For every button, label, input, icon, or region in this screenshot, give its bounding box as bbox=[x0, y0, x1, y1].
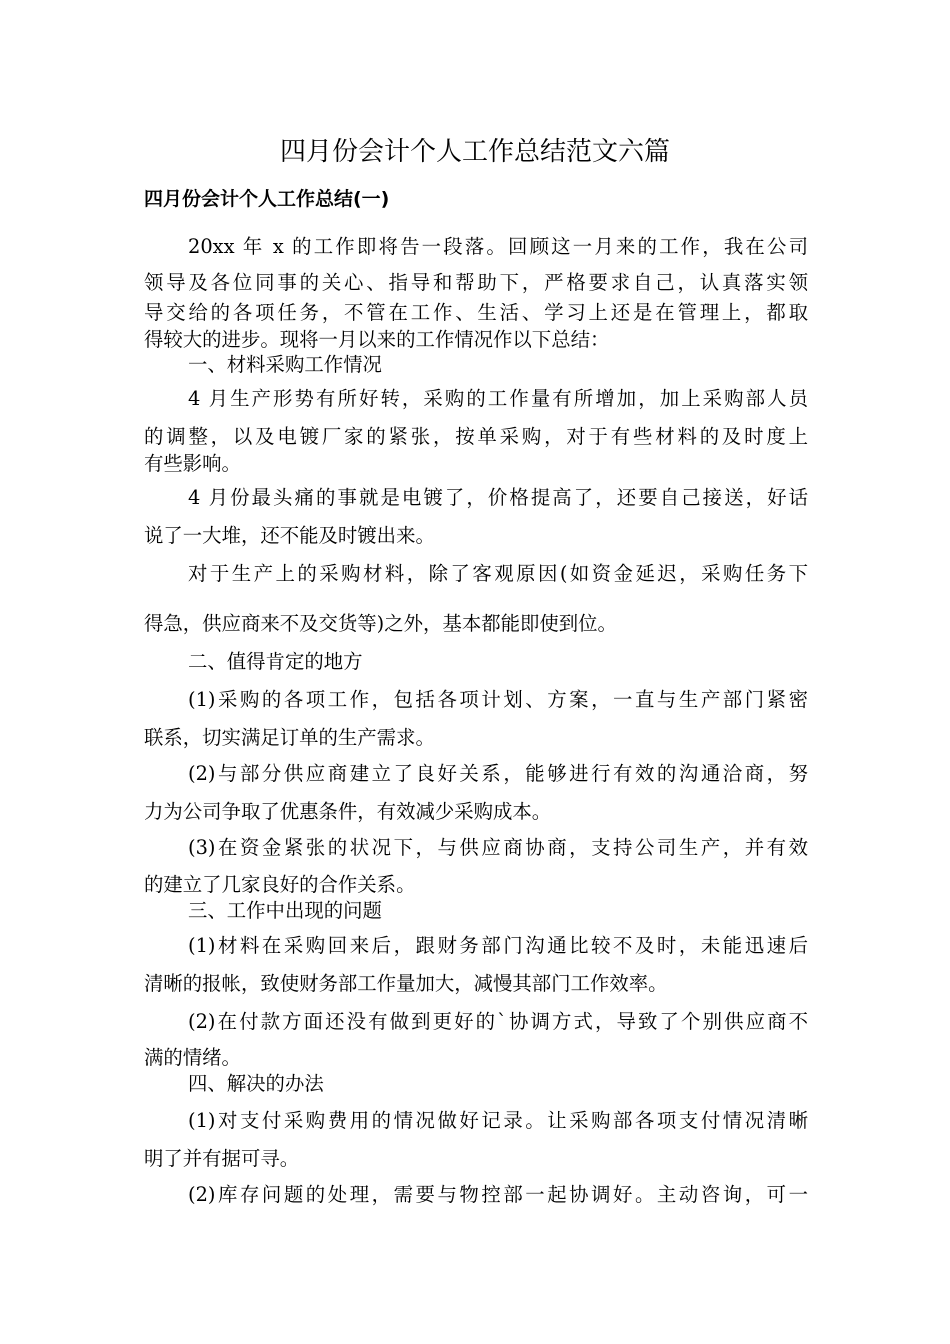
paragraph-line: 4 月生产形势有所好转，采购的工作量有所增加，加上采购部人员 bbox=[188, 387, 808, 410]
paragraph-line: 有些影响。 bbox=[144, 452, 241, 475]
paragraph-line: 对于生产上的采购材料，除了客观原因(如资金延迟，采购任务下 bbox=[188, 562, 808, 585]
paragraph-line: (2)在付款方面还没有做到更好的`协调方式，导致了个别供应商不 bbox=[188, 1010, 808, 1033]
paragraph-line: (1)对支付采购费用的情况做好记录。让采购部各项支付情况清晰 bbox=[188, 1109, 808, 1132]
paragraph-line: 4 月份最头痛的事就是电镀了，价格提高了，还要自己接送，好话 bbox=[188, 486, 808, 509]
paragraph-line: (3)在资金紧张的状况下，与供应商协商，支持公司生产，并有效 bbox=[188, 836, 808, 859]
paragraph-line: 力为公司争取了优惠条件，有效减少采购成本。 bbox=[144, 800, 552, 823]
paragraph-line: 的建立了几家良好的合作关系。 bbox=[144, 873, 416, 896]
paragraph-line: (1)采购的各项工作，包括各项计划、方案，一直与生产部门紧密 bbox=[188, 688, 808, 711]
document-title: 四月份会计个人工作总结范文六篇 bbox=[279, 137, 670, 167]
paragraph-line: 得较大的进步。现将一月以来的工作情况作以下总结： bbox=[144, 328, 610, 351]
paragraph-line: (2)库存问题的处理，需要与物控部一起协调好。主动咨询，可一 bbox=[188, 1183, 808, 1206]
section-heading: 二、值得肯定的地方 bbox=[188, 650, 363, 673]
paragraph-line: 领导及各位同事的关心、指导和帮助下，严格要求自己，认真落实领 bbox=[144, 271, 808, 294]
section-heading: 三、工作中出现的问题 bbox=[188, 899, 382, 922]
paragraph-line: 清晰的报帐，致使财务部工作量加大，减慢其部门工作效率。 bbox=[144, 972, 668, 995]
paragraph-line: 得急，供应商来不及交货等)之外，基本都能即使到位。 bbox=[144, 612, 617, 635]
paragraph-line: 满的情绪。 bbox=[144, 1046, 241, 1069]
paragraph-line: (2)与部分供应商建立了良好关系，能够进行有效的沟通洽商，努 bbox=[188, 762, 808, 785]
paragraph-line: 20xx 年 x 的工作即将告一段落。回顾这一月来的工作，我在公司 bbox=[188, 235, 808, 258]
section-heading: 四、解决的办法 bbox=[188, 1072, 324, 1095]
paragraph-line: (1)材料在采购回来后，跟财务部门沟通比较不及时，未能迅速后 bbox=[188, 934, 808, 957]
section-heading: 四月份会计个人工作总结(一) bbox=[144, 188, 390, 210]
paragraph-line: 导交给的各项任务，不管在工作、生活、学习上还是在管理上，都取 bbox=[144, 301, 808, 324]
paragraph-line: 说了一大堆，还不能及时镀出来。 bbox=[144, 524, 435, 547]
paragraph-line: 联系，切实满足订单的生产需求。 bbox=[144, 726, 435, 749]
paragraph-line: 的调整，以及电镀厂家的紧张，按单采购，对于有些材料的及时度上 bbox=[144, 425, 808, 448]
paragraph-line: 明了并有据可寻。 bbox=[144, 1147, 300, 1170]
section-heading: 一、材料采购工作情况 bbox=[188, 353, 382, 376]
